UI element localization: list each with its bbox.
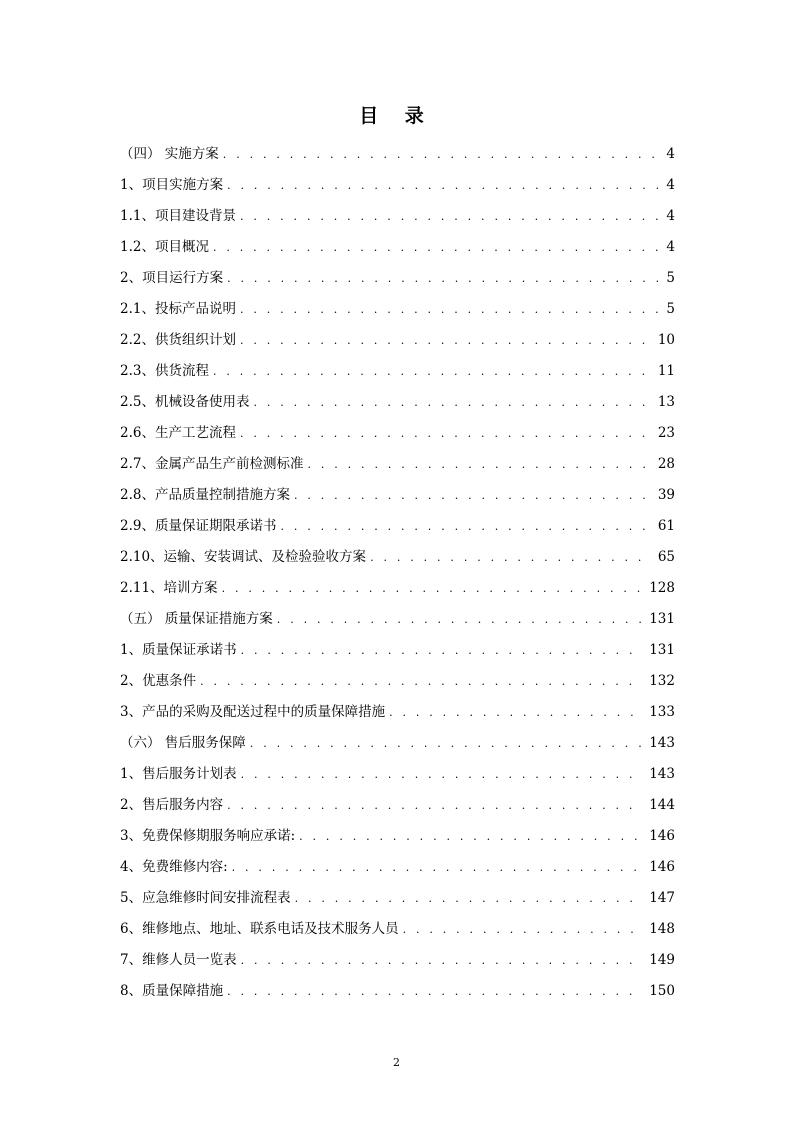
toc-entry[interactable] xyxy=(120,267,675,298)
toc-dot-leader xyxy=(213,237,660,259)
toc-dot-leader xyxy=(200,671,643,693)
toc-entry-label: 1、售后服务计划表 xyxy=(120,766,237,782)
toc-dot-leader xyxy=(277,609,643,631)
toc-entry[interactable] xyxy=(120,298,675,329)
toc-entry-page: 128 xyxy=(649,580,675,596)
toc-entry[interactable] xyxy=(120,856,675,887)
toc-entry-label: 2、项目运行方案 xyxy=(120,270,224,286)
toc-entry-label: 4、免费维修内容: xyxy=(120,859,228,875)
toc-entry-page: 23 xyxy=(657,425,675,441)
toc-dot-leader xyxy=(295,888,644,910)
toc-entry-label: 3、产品的采购及配送过程中的质量保障措施 xyxy=(120,704,386,720)
toc-entry-page: 5 xyxy=(666,270,675,286)
toc-entry-label: 2.8、产品质量控制措施方案 xyxy=(120,487,290,503)
toc-entry[interactable] xyxy=(120,453,675,484)
toc-dot-leader xyxy=(241,950,644,972)
toc-entry-page: 131 xyxy=(649,642,675,658)
toc-entry[interactable] xyxy=(120,980,675,1011)
toc-dot-leader xyxy=(241,764,644,786)
toc-title: 目 录 xyxy=(359,105,434,127)
toc-entry-label: （四） 实施方案 xyxy=(120,146,219,162)
toc-entry-page: 146 xyxy=(649,859,675,875)
page-number: 2 xyxy=(393,1056,400,1069)
toc-dot-leader xyxy=(389,702,643,724)
toc-entry-label: 1.2、项目概况 xyxy=(120,239,209,255)
toc-dot-leader xyxy=(280,516,651,538)
toc-entry[interactable] xyxy=(120,484,675,515)
toc-entry-page: 10 xyxy=(657,332,675,348)
toc-entry-label: 1、项目实施方案 xyxy=(120,177,224,193)
toc-entry-page: 28 xyxy=(657,456,675,472)
toc-entry[interactable] xyxy=(120,329,675,360)
table-of-contents xyxy=(120,143,675,1011)
toc-dot-leader xyxy=(232,857,644,879)
toc-entry-page: 65 xyxy=(657,549,675,565)
toc-dot-leader xyxy=(213,361,652,383)
toc-entry[interactable] xyxy=(120,701,675,732)
toc-entry[interactable] xyxy=(120,670,675,701)
toc-entry-label: 2.2、供货组织计划 xyxy=(120,332,236,348)
toc-entry-label: （五） 质量保证措施方案 xyxy=(120,611,273,627)
toc-entry-label: 2.5、机械设备使用表 xyxy=(120,394,250,410)
toc-entry[interactable] xyxy=(120,360,675,391)
toc-entry[interactable] xyxy=(120,515,675,546)
toc-dot-leader xyxy=(227,795,643,817)
toc-dot-leader xyxy=(227,268,660,290)
toc-entry-page: 148 xyxy=(649,921,675,937)
toc-entry-page: 4 xyxy=(666,208,675,224)
toc-entry-page: 39 xyxy=(657,487,675,503)
toc-entry-label: 1.1、项目建设背景 xyxy=(120,208,236,224)
toc-entry-label: 6、维修地点、地址、联系电话及技术服务人员 xyxy=(120,921,399,937)
toc-entry-page: 131 xyxy=(649,611,675,627)
toc-entry[interactable] xyxy=(120,422,675,453)
toc-entry-label: 2.9、质量保证期限承诺书 xyxy=(120,518,277,534)
toc-entry-label: （六） 售后服务保障 xyxy=(120,735,246,751)
toc-entry-label: 1、质量保证承诺书 xyxy=(120,642,237,658)
toc-dot-leader xyxy=(227,175,660,197)
toc-entry-page: 144 xyxy=(649,797,675,813)
toc-entry[interactable] xyxy=(120,794,675,825)
toc-entry-label: 7、维修人员一览表 xyxy=(120,952,237,968)
toc-dot-leader xyxy=(307,454,651,476)
toc-entry[interactable] xyxy=(120,546,675,577)
toc-entry[interactable] xyxy=(120,887,675,918)
toc-entry-page: 150 xyxy=(649,983,675,999)
toc-dot-leader xyxy=(223,144,661,166)
toc-dot-leader xyxy=(241,640,644,662)
toc-entry-label: 2.1、投标产品说明 xyxy=(120,301,236,317)
toc-entry-label: 8、质量保障措施 xyxy=(120,983,224,999)
toc-entry-label: 2.10、运输、安装调试、及检验验收方案 xyxy=(120,549,367,565)
toc-entry-label: 3、免费保修期服务响应承诺: xyxy=(120,828,296,844)
toc-dot-leader xyxy=(240,423,652,445)
toc-dot-leader xyxy=(240,299,660,321)
toc-entry-page: 13 xyxy=(657,394,675,410)
toc-dot-leader xyxy=(403,919,644,941)
toc-dot-leader xyxy=(250,733,643,755)
toc-entry[interactable] xyxy=(120,639,675,670)
toc-entry-label: 2、售后服务内容 xyxy=(120,797,224,813)
toc-entry[interactable] xyxy=(120,205,675,236)
toc-entry-label: 2.7、金属产品生产前检测标准 xyxy=(120,456,304,472)
toc-entry-label: 2.11、培训方案 xyxy=(120,580,218,596)
toc-dot-leader xyxy=(222,578,644,600)
toc-entry[interactable] xyxy=(120,236,675,267)
toc-dot-leader xyxy=(240,330,652,352)
toc-entry-page: 143 xyxy=(649,766,675,782)
toc-entry-label: 2.6、生产工艺流程 xyxy=(120,425,236,441)
toc-entry-page: 4 xyxy=(666,146,675,162)
toc-entry-label: 5、应急维修时间安排流程表 xyxy=(120,890,291,906)
toc-entry[interactable] xyxy=(120,732,675,763)
toc-entry-page: 133 xyxy=(649,704,675,720)
toc-entry-page: 149 xyxy=(649,952,675,968)
toc-dot-leader xyxy=(370,547,652,569)
toc-entry-page: 11 xyxy=(657,363,675,379)
toc-entry-page: 132 xyxy=(649,673,675,689)
toc-entry-page: 143 xyxy=(649,735,675,751)
toc-entry[interactable] xyxy=(120,763,675,794)
toc-entry-page: 61 xyxy=(657,518,675,534)
toc-entry[interactable] xyxy=(120,143,675,174)
toc-dot-leader xyxy=(227,981,643,1003)
toc-entry[interactable] xyxy=(120,577,675,608)
toc-entry-page: 4 xyxy=(666,239,675,255)
toc-entry-label: 2、优惠条件 xyxy=(120,673,197,689)
toc-entry-page: 5 xyxy=(666,301,675,317)
toc-entry[interactable] xyxy=(120,825,675,856)
toc-entry-page: 147 xyxy=(649,890,675,906)
toc-entry[interactable] xyxy=(120,391,675,422)
toc-entry[interactable] xyxy=(120,918,675,949)
toc-dot-leader xyxy=(294,485,652,507)
toc-entry-page: 146 xyxy=(649,828,675,844)
toc-entry-label: 2.3、供货流程 xyxy=(120,363,209,379)
toc-dot-leader xyxy=(299,826,643,848)
toc-dot-leader xyxy=(240,206,660,228)
toc-entry[interactable] xyxy=(120,949,675,980)
toc-dot-leader xyxy=(253,392,651,414)
toc-entry[interactable] xyxy=(120,174,675,205)
toc-entry[interactable] xyxy=(120,608,675,639)
toc-entry-page: 4 xyxy=(666,177,675,193)
